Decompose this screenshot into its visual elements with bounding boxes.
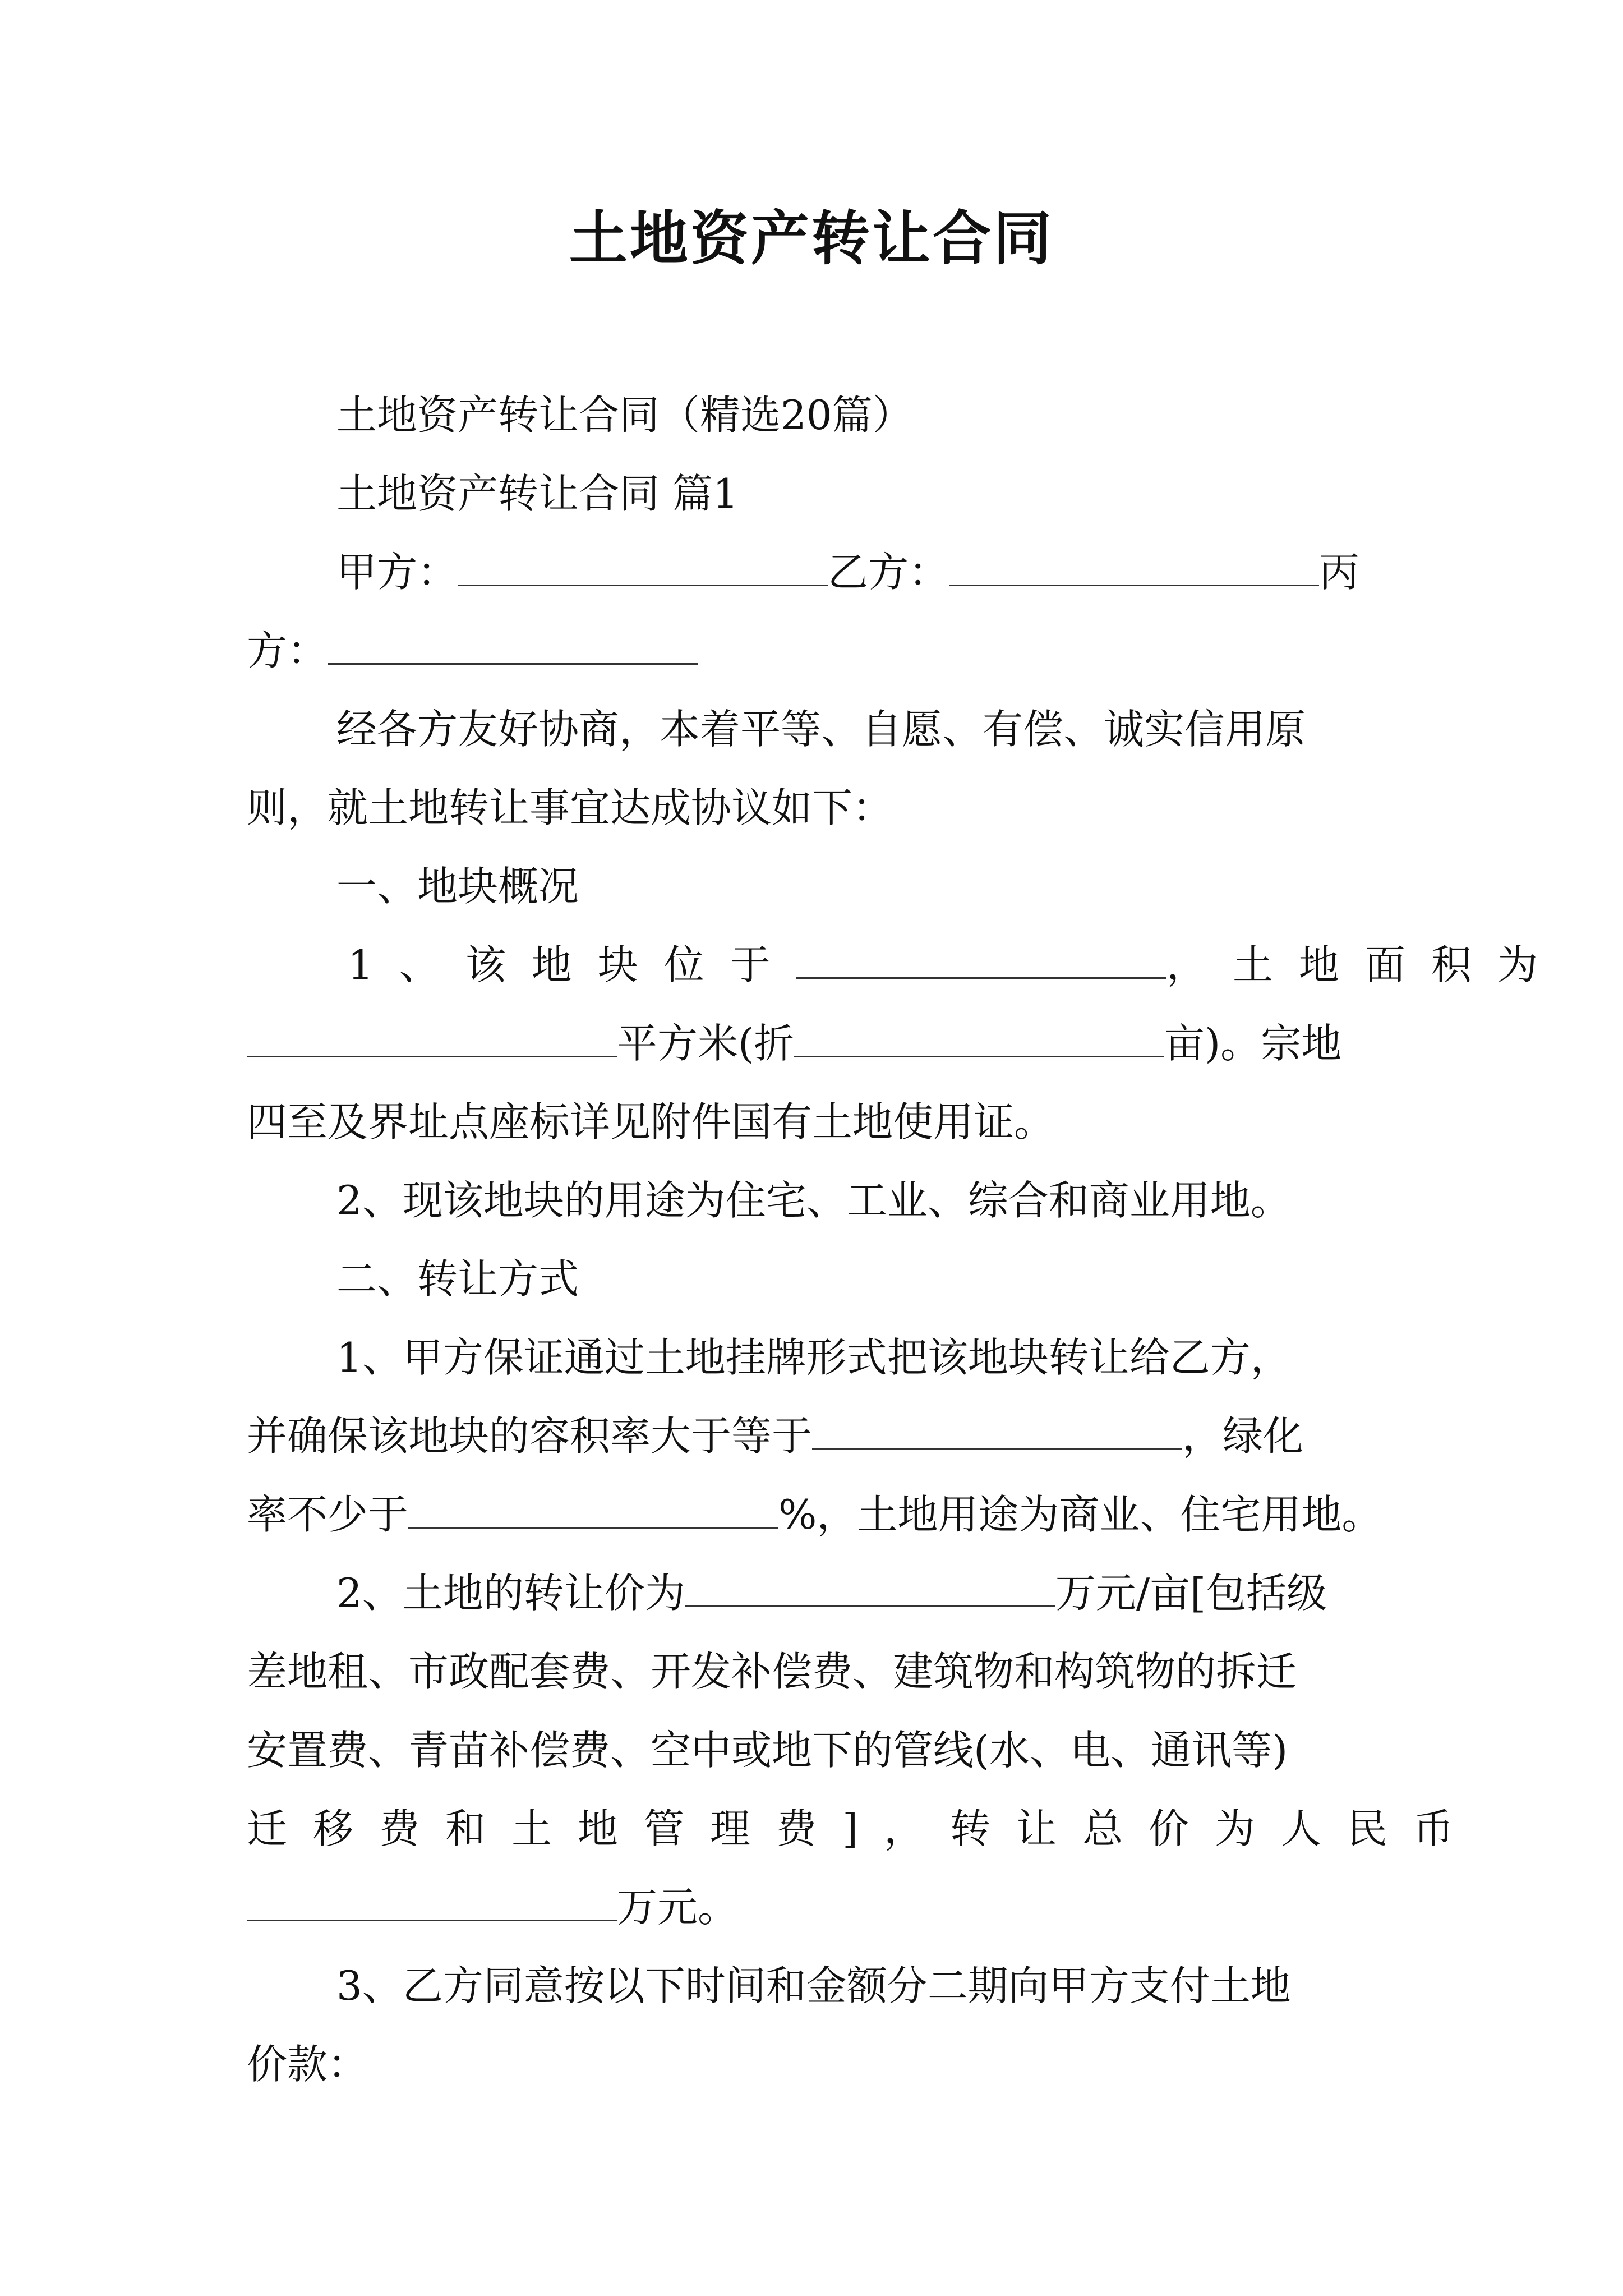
green-text-a: 率不少于 bbox=[247, 1491, 409, 1538]
far-text-a: 并确保该地块的容积率大于等于 bbox=[247, 1412, 813, 1460]
section1-heading: 一、地块概况 bbox=[336, 863, 579, 910]
section1-item1-line3: 四至及界址点座标详见附件国有土地使用证。 bbox=[247, 1098, 1055, 1145]
section2-item1-line3 bbox=[247, 1487, 1382, 1543]
green-rate-blank bbox=[408, 1488, 778, 1529]
section2-item2-line3: 安置费、青苗补偿费、空中或地下的管线(水、电、通讯等) bbox=[247, 1727, 1288, 1774]
item1-text-a: 1、该地块位于 bbox=[348, 941, 796, 988]
section2-item2-line2: 差地租、市政配套费、开发补偿费、建筑物和构筑物的拆迁 bbox=[247, 1648, 1297, 1695]
section2-item1-line1: 1、甲方保证通过土地挂牌形式把该地块转让给乙方， bbox=[336, 1334, 1291, 1381]
area-mu-blank bbox=[794, 1016, 1164, 1057]
section1-item2: 2、现该地块的用途为住宅、工业、综合和商业用地。 bbox=[336, 1177, 1291, 1224]
party-c-blank bbox=[328, 624, 698, 665]
item1-text-b: ，土地面积为 bbox=[1166, 941, 1564, 988]
section1-item1-line1 bbox=[348, 937, 1564, 993]
item1-text-c: 平方米(折 bbox=[617, 1020, 795, 1067]
section2-heading: 二、转让方式 bbox=[336, 1255, 579, 1303]
party-b-label: 乙方： bbox=[828, 549, 949, 596]
section2-item3-line1: 3、乙方同意按以下时间和金额分二期向甲方支付土地 bbox=[336, 1962, 1291, 2009]
parties-line-2 bbox=[247, 623, 698, 679]
price-text-a: 2、土地的转让价为 bbox=[336, 1570, 685, 1617]
far-blank bbox=[812, 1409, 1182, 1450]
section2-item2-line1 bbox=[336, 1565, 1327, 1621]
section2-item2-line4: 迁移费和土地管理费]，转让总价为人民币 bbox=[247, 1805, 1480, 1852]
section2-item2-line5 bbox=[247, 1879, 738, 1935]
total-price-unit: 万元。 bbox=[617, 1884, 739, 1931]
far-text-b: ，绿化 bbox=[1182, 1412, 1304, 1460]
price-per-mu-blank bbox=[685, 1566, 1055, 1607]
document-title: 土地资产转让合同 bbox=[569, 204, 1054, 273]
item1-text-d: 亩)。宗地 bbox=[1164, 1020, 1342, 1067]
section-heading: 土地资产转让合同 篇1 bbox=[336, 470, 739, 517]
party-c-label-part2: 方： bbox=[247, 627, 328, 674]
intro-line-1: 经各方友好协商，本着平等、自愿、有偿、诚实信用原 bbox=[336, 706, 1306, 753]
section2-item1-line2 bbox=[247, 1408, 1303, 1464]
area-sqm-blank bbox=[247, 1016, 617, 1057]
intro-line-2: 则，就土地转让事宜达成协议如下： bbox=[247, 784, 893, 831]
party-a-label: 甲方： bbox=[336, 549, 458, 596]
location-blank bbox=[796, 938, 1166, 979]
document-subtitle: 土地资产转让合同（精选20篇） bbox=[336, 392, 913, 439]
total-price-blank bbox=[247, 1880, 617, 1921]
parties-line-1 bbox=[336, 544, 1359, 600]
section1-item1-line2 bbox=[247, 1015, 1341, 1071]
price-text-b: 万元/亩[包括级 bbox=[1055, 1570, 1327, 1617]
green-text-b: %，土地用途为商业、住宅用地。 bbox=[778, 1491, 1382, 1538]
party-c-label-part1: 丙 bbox=[1319, 549, 1360, 596]
party-b-blank bbox=[949, 545, 1319, 586]
section2-item3-line2: 价款： bbox=[247, 2041, 368, 2088]
party-a-blank bbox=[458, 545, 828, 586]
